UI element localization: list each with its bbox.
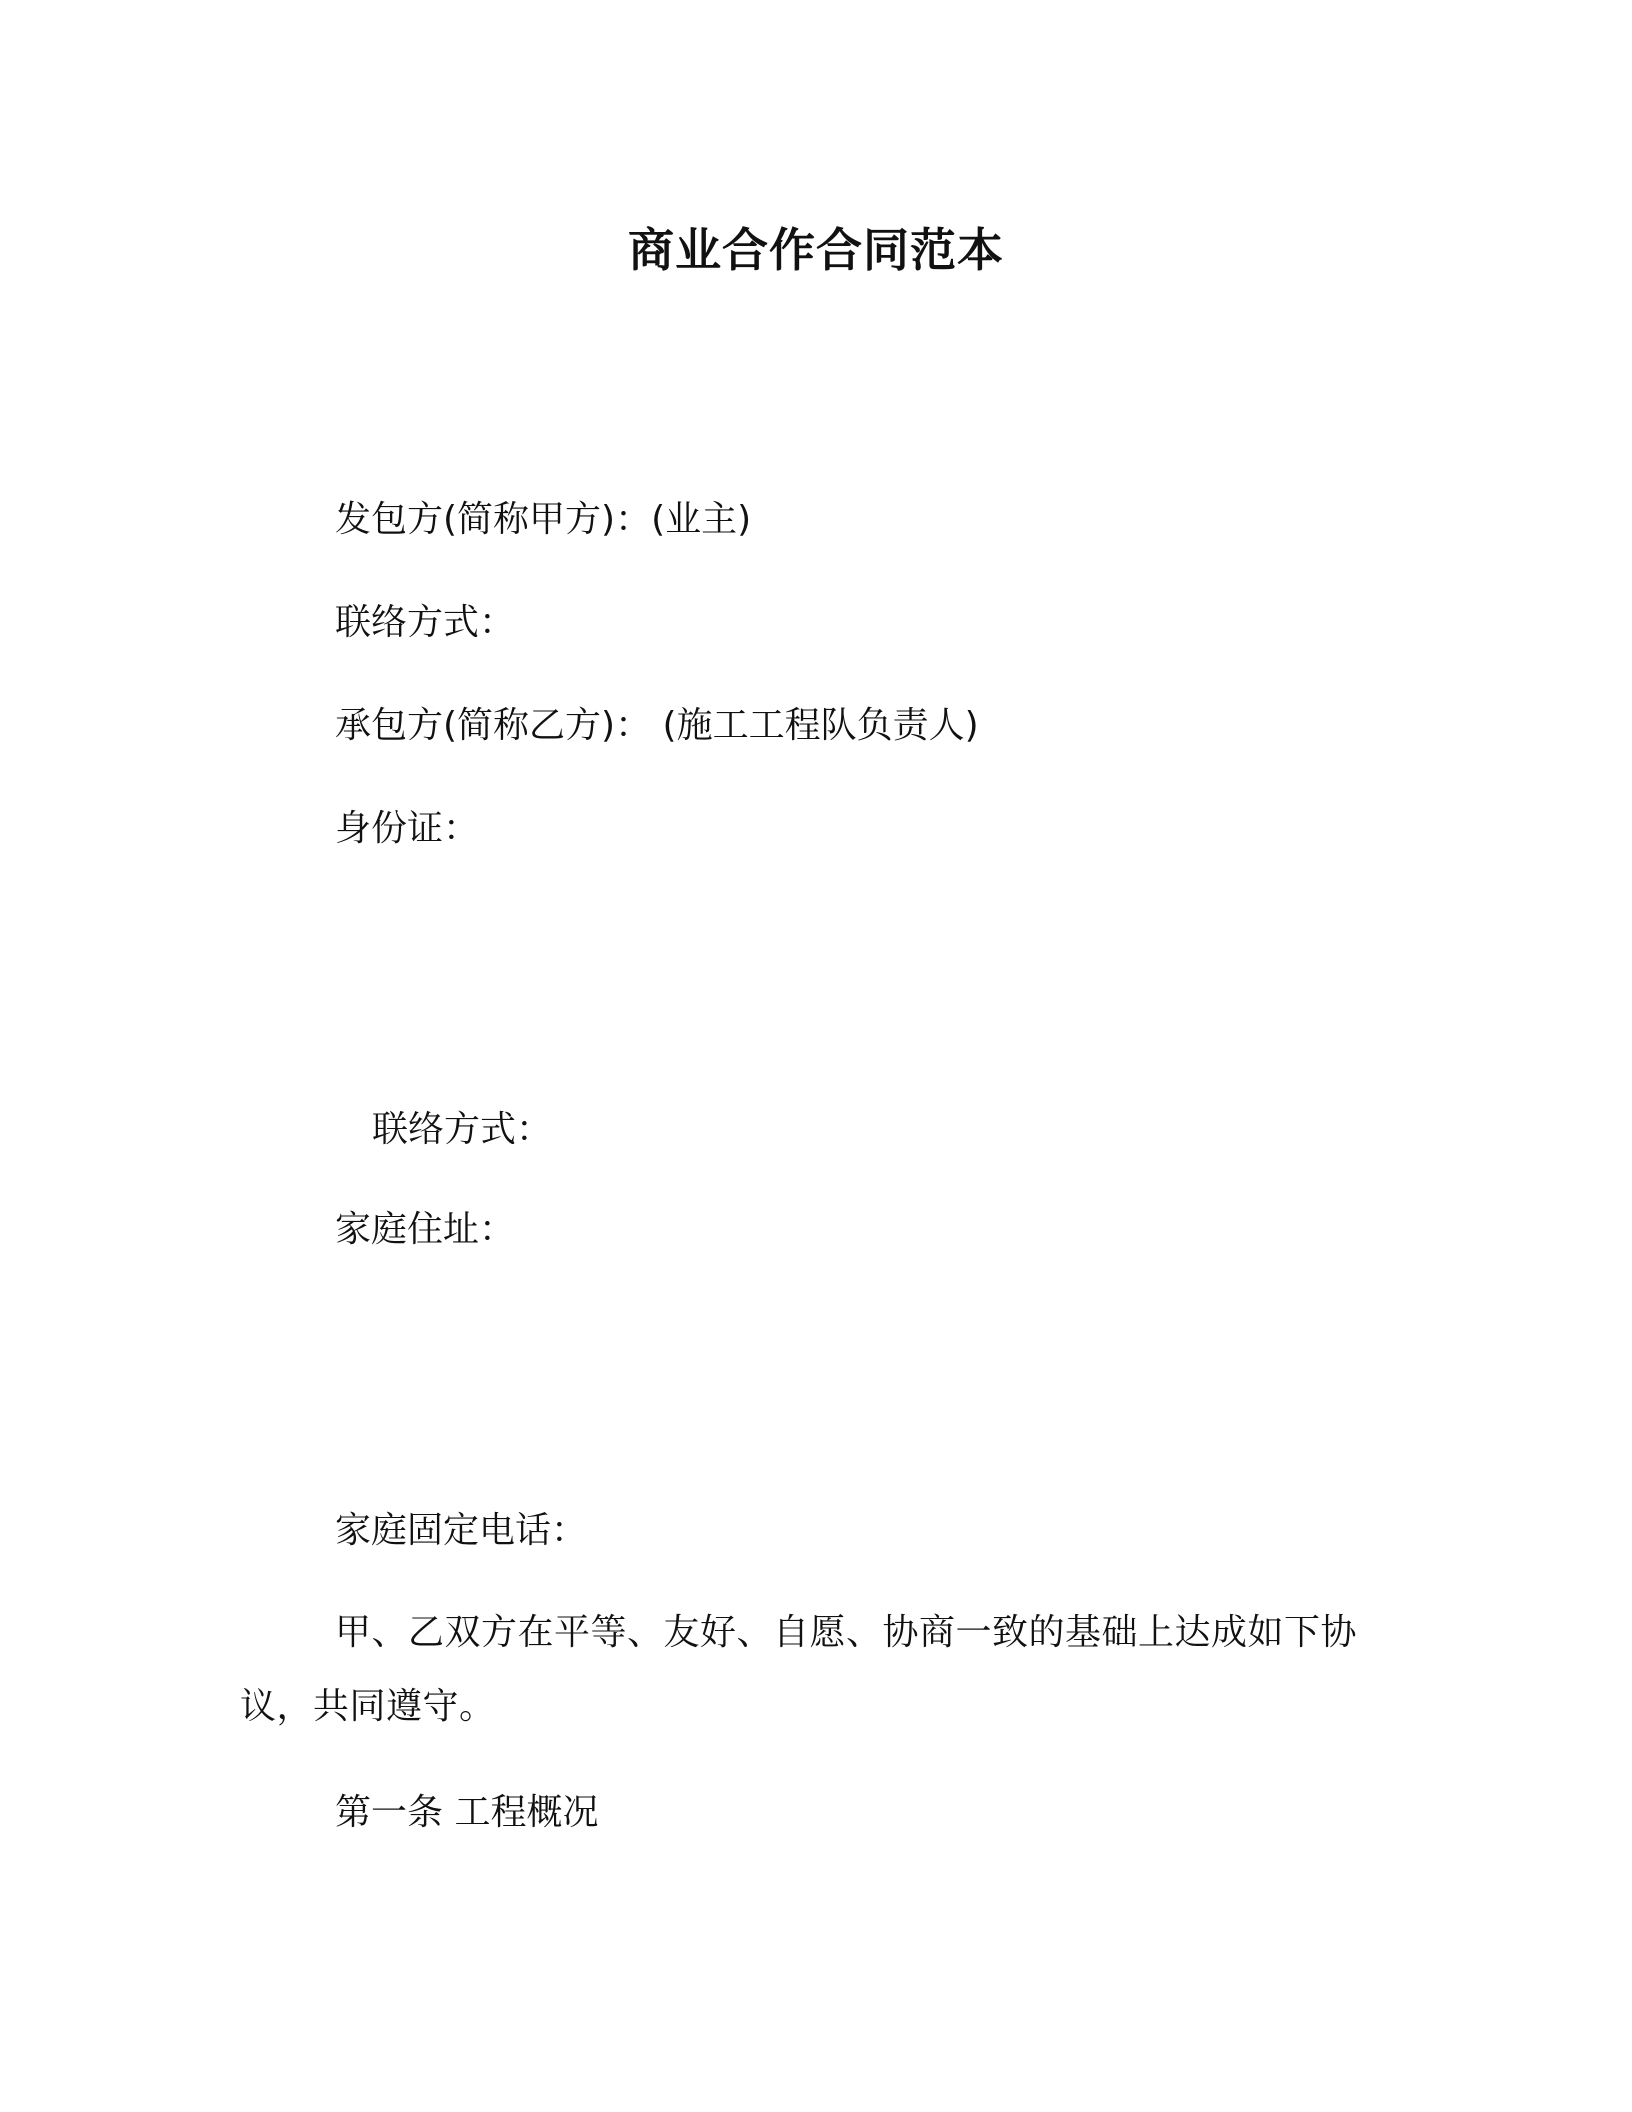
home-phone-line: 家庭固定电话： — [335, 1510, 588, 1551]
document-title: 商业合作合同范本 — [628, 223, 1004, 277]
party-b-line: 承包方(简称乙方)： (施工工程队负责人) — [335, 705, 979, 746]
contact-b-line: 联络方式： — [372, 1109, 553, 1150]
contact-a-line: 联络方式： — [335, 602, 516, 643]
id-card-line: 身份证： — [335, 808, 480, 849]
party-a-line: 发包方(简称甲方)：(业主) — [335, 499, 752, 540]
article-1-heading: 第一条 工程概况 — [335, 1792, 599, 1833]
agreement-paragraph: 甲、乙双方在平等、友好、自愿、协商一致的基础上达成如下协议，共同遵守。 — [240, 1612, 1358, 1727]
home-address-line: 家庭住址： — [335, 1209, 516, 1250]
